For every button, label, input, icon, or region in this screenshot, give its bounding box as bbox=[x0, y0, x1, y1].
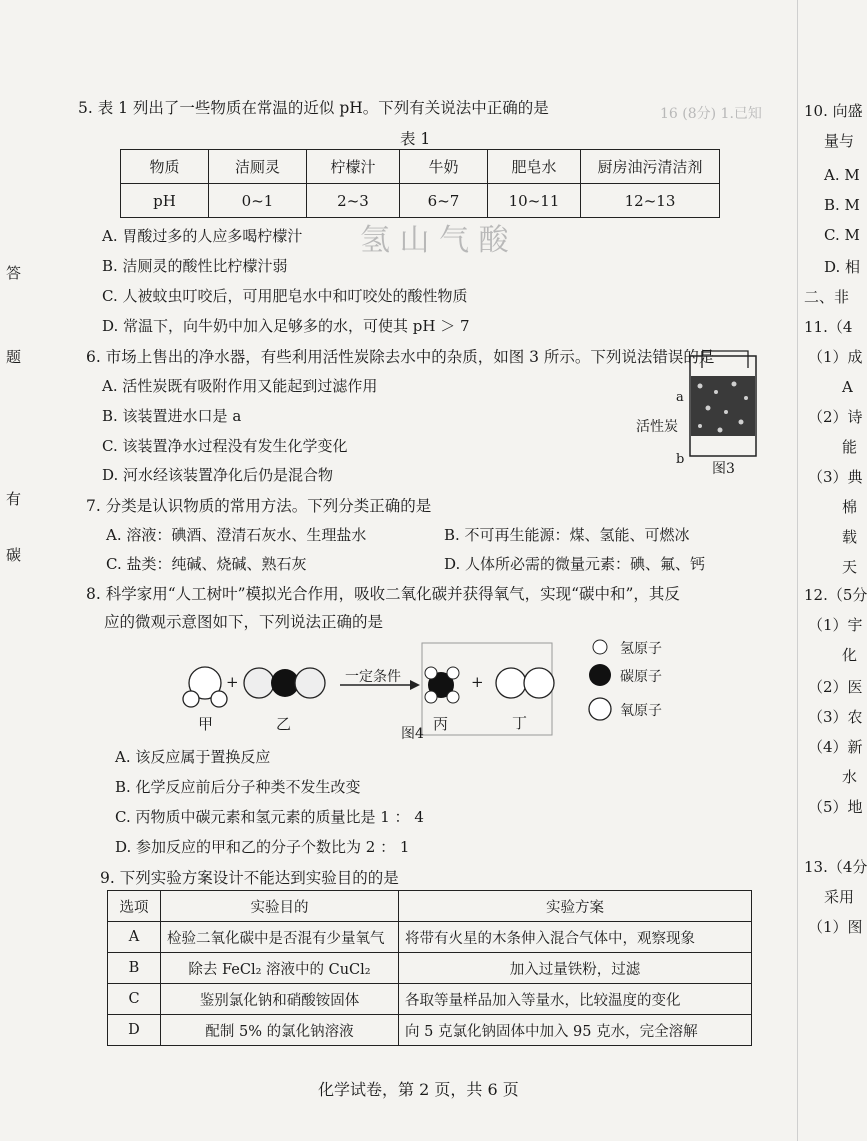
question-5-stem: 5. 表 1 列出了一些物质在常温的近似 pH。下列有关说法中正确的是 bbox=[78, 99, 549, 117]
option-5b: B. 洁厕灵的酸性比柠檬汁弱 bbox=[102, 257, 288, 275]
right-fragment: （2）医 bbox=[808, 678, 863, 696]
right-fragment: B. M bbox=[824, 196, 860, 214]
table-row bbox=[108, 891, 752, 922]
table-cell: 12~13 bbox=[581, 184, 720, 218]
table-row bbox=[108, 1015, 752, 1046]
option-6c: C. 该装置净水过程没有发生化学变化 bbox=[102, 437, 348, 455]
figure-3-caption: 图3 bbox=[712, 461, 735, 477]
bleed-through-text: 氢 山 气 酸 bbox=[360, 223, 509, 258]
table-cell: B bbox=[108, 953, 161, 984]
plus-sign: + bbox=[471, 673, 484, 691]
right-fragment: 棉 bbox=[842, 498, 858, 516]
table-cell: 检验二氧化碳中是否混有少量氧气 bbox=[161, 922, 399, 953]
right-fragment: 11.（4 bbox=[804, 318, 853, 336]
table-cell: A bbox=[108, 922, 161, 953]
margin-char: 题 bbox=[6, 348, 22, 366]
right-fragment: 量与 bbox=[824, 132, 855, 150]
table-cell: 实验方案 bbox=[399, 891, 752, 922]
table-cell: 选项 bbox=[108, 891, 161, 922]
option-5d: D. 常温下，向牛奶中加入足够多的水，可使其 pH ＞ 7 bbox=[102, 317, 470, 335]
option-6d: D. 河水经该装置净化后仍是混合物 bbox=[102, 466, 334, 484]
question-7-stem: 7. 分类是认识物质的常用方法。下列分类正确的是 bbox=[86, 497, 432, 515]
right-fragment: （2）诗 bbox=[808, 408, 863, 426]
right-fragment: 二、非 bbox=[804, 288, 850, 306]
right-fragment: （5）地 bbox=[808, 798, 863, 816]
option-8d: D. 参加反应的甲和乙的分子个数比为 2 ： 1 bbox=[115, 838, 410, 856]
margin-char: 碳 bbox=[6, 546, 22, 564]
right-fragment: 载 bbox=[842, 528, 858, 546]
right-fragment: 12.（5分 bbox=[804, 586, 867, 604]
table-cell: 将带有火星的木条伸入混合气体中，观察现象 bbox=[399, 922, 752, 953]
table-cell: 除去 FeCl₂ 溶液中的 CuCl₂ bbox=[161, 953, 399, 984]
table-row bbox=[108, 922, 752, 953]
ph-table bbox=[120, 149, 720, 218]
plus-sign: + bbox=[226, 673, 239, 691]
right-fragment: （1）成 bbox=[808, 348, 863, 366]
table-cell: 加入过量铁粉，过滤 bbox=[399, 953, 752, 984]
table-cell: 向 5 克氯化钠固体中加入 95 克水，完全溶解 bbox=[399, 1015, 752, 1046]
table-cell: 2~3 bbox=[307, 184, 400, 218]
option-7d: D. 人体所必需的微量元素：碘、氟、钙 bbox=[444, 555, 706, 573]
table-cell: 鉴别氯化钠和硝酸铵固体 bbox=[161, 984, 399, 1015]
option-5a: A. 胃酸过多的人应多喝柠檬汁 bbox=[102, 227, 303, 245]
right-fragment: A. M bbox=[824, 166, 860, 184]
table-cell: 柠檬汁 bbox=[307, 150, 400, 184]
right-fragment: 水 bbox=[842, 768, 858, 786]
legend-oxygen: 氧原子 bbox=[620, 703, 662, 719]
margin-char: 答 bbox=[6, 264, 22, 282]
figure-4-caption: 图4 bbox=[401, 726, 424, 742]
bleed-through-text: 16 (8分) 1.已知 bbox=[660, 106, 762, 122]
right-fragment: D. 相 bbox=[824, 258, 861, 276]
label-bing: 丙 bbox=[433, 715, 449, 733]
question-8-stem-1: 8. 科学家用“人工树叶”模拟光合作用，吸收二氧化碳并获得氧气，实现“碳中和”，其反 bbox=[86, 585, 680, 603]
label-yi: 乙 bbox=[276, 715, 292, 733]
right-fragment: 天 bbox=[842, 558, 858, 576]
question-8-stem-2: 应的微观示意图如下，下列说法正确的是 bbox=[104, 613, 384, 631]
right-fragment: （1）宇 bbox=[808, 616, 863, 634]
table-cell: 厨房油污清洁剂 bbox=[581, 150, 720, 184]
table-cell: 肥皂水 bbox=[488, 150, 581, 184]
table-cell: 洁厕灵 bbox=[209, 150, 307, 184]
right-fragment: 化 bbox=[842, 646, 858, 664]
right-fragment: 13.（4分 bbox=[804, 858, 867, 876]
right-fragment: （3）典 bbox=[808, 468, 863, 486]
table-cell: 10~11 bbox=[488, 184, 581, 218]
label-activated-carbon: 活性炭 bbox=[636, 419, 678, 435]
margin-char: 有 bbox=[6, 490, 22, 508]
water-filter-figure bbox=[686, 350, 766, 460]
option-7a: A. 溶液：碘酒、澄清石灰水、生理盐水 bbox=[106, 526, 367, 544]
table-row bbox=[108, 984, 752, 1015]
question-9-stem: 9. 下列实验方案设计不能达到实验目的的是 bbox=[100, 869, 399, 887]
table-cell: pH bbox=[121, 184, 209, 218]
label-a: a bbox=[676, 390, 684, 405]
label-b: b bbox=[676, 452, 685, 467]
label-jia: 甲 bbox=[198, 715, 214, 733]
table-cell: C bbox=[108, 984, 161, 1015]
table-row bbox=[121, 150, 720, 184]
option-8c: C. 丙物质中碳元素和氢元素的质量比是 1 ： 4 bbox=[115, 808, 424, 826]
option-5c: C. 人被蚊虫叮咬后，可用肥皂水中和叮咬处的酸性物质 bbox=[102, 287, 468, 305]
page-footer: 化学试卷，第 2 页，共 6 页 bbox=[318, 1080, 519, 1099]
right-fragment: （1）图 bbox=[808, 918, 863, 936]
table-cell: 物质 bbox=[121, 150, 209, 184]
right-column-fragment bbox=[797, 0, 867, 1141]
table-row bbox=[108, 953, 752, 984]
right-fragment: 10. 向盛 bbox=[804, 102, 863, 120]
table-cell: 配制 5% 的氯化钠溶液 bbox=[161, 1015, 399, 1046]
table-cell: 6~7 bbox=[400, 184, 488, 218]
option-8a: A. 该反应属于置换反应 bbox=[115, 748, 271, 766]
table-cell: D bbox=[108, 1015, 161, 1046]
experiment-table bbox=[107, 890, 752, 1046]
table-cell: 各取等量样品加入等量水，比较温度的变化 bbox=[399, 984, 752, 1015]
table-row bbox=[121, 184, 720, 218]
question-6-stem: 6. 市场上售出的净水器，有些利用活性炭除去水中的杂质，如图 3 所示。下列说法错误的是 bbox=[86, 348, 715, 366]
table-1-title: 表 1 bbox=[400, 130, 431, 148]
table-cell: 牛奶 bbox=[400, 150, 488, 184]
label-ding: 丁 bbox=[512, 714, 528, 732]
option-6b: B. 该装置进水口是 a bbox=[102, 407, 242, 425]
option-6a: A. 活性炭既有吸附作用又能起到过滤作用 bbox=[102, 377, 378, 395]
table-cell: 实验目的 bbox=[161, 891, 399, 922]
right-fragment: 能 bbox=[842, 438, 858, 456]
right-fragment: A bbox=[842, 378, 853, 396]
right-fragment: C. M bbox=[824, 226, 860, 244]
legend-hydrogen: 氢原子 bbox=[620, 641, 662, 657]
table-cell: 0~1 bbox=[209, 184, 307, 218]
legend-carbon: 碳原子 bbox=[620, 669, 662, 685]
option-7c: C. 盐类：纯碱、烧碱、熟石灰 bbox=[106, 555, 307, 573]
right-fragment: （3）农 bbox=[808, 708, 863, 726]
right-fragment: 采用 bbox=[824, 888, 855, 906]
right-fragment: （4）新 bbox=[808, 738, 863, 756]
option-7b: B. 不可再生能源：煤、氢能、可燃冰 bbox=[444, 526, 690, 544]
option-8b: B. 化学反应前后分子种类不发生改变 bbox=[115, 778, 361, 796]
arrow-condition: 一定条件 bbox=[345, 669, 401, 685]
